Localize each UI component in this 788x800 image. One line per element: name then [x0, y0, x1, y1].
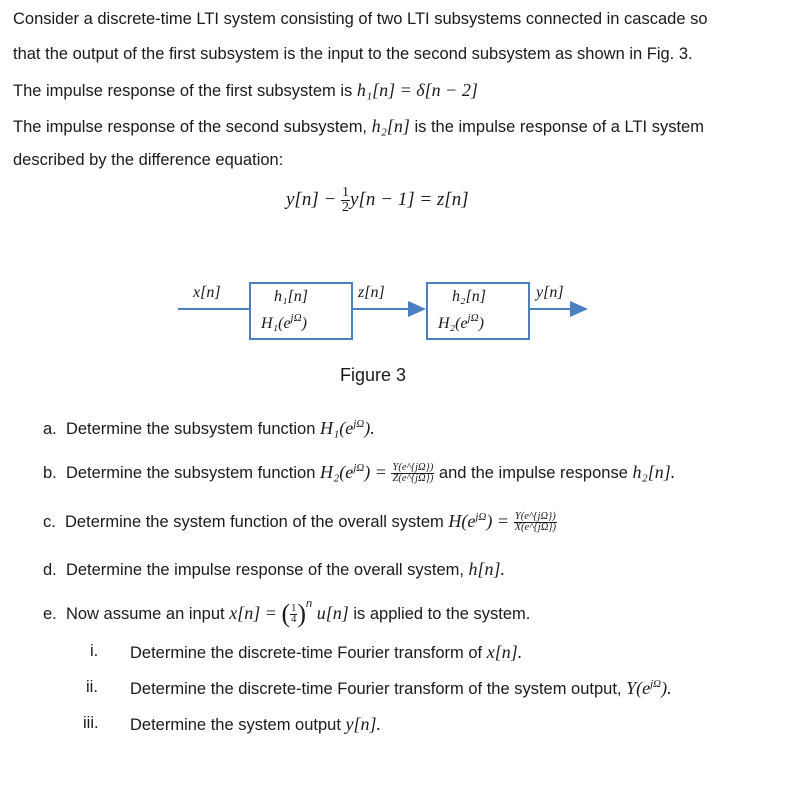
question-a-math-tail: ). [364, 418, 375, 438]
question-d-math: h[n]. [468, 559, 506, 579]
question-e-math: x[n] = [229, 603, 277, 623]
block2-transfer-sup: jΩ [467, 312, 479, 324]
question-d-marker: d. [43, 561, 57, 579]
question-e-ii-marker: ii. [86, 678, 98, 696]
question-e-iii-body [130, 714, 381, 735]
question-c [43, 511, 557, 534]
equation-frac-den: 2 [342, 200, 350, 215]
question-b [43, 462, 675, 485]
intro-line-4-text-b: is the impulse response of a LTI system [409, 118, 704, 136]
question-c-frac-den: X(e^{jΩ}) [514, 522, 556, 534]
question-e-ii-math-base: Y(e [626, 678, 651, 698]
question-e-marker: e. [43, 605, 57, 623]
question-c-marker: c. [43, 513, 56, 531]
question-c-math-eq: ) = [486, 511, 509, 531]
block2-transfer-base: H₂(e [438, 315, 468, 332]
question-c-fraction [514, 512, 557, 534]
intro-line-5: described by the difference equation: [13, 151, 284, 169]
equation-lhs-a: y[n] − [286, 188, 337, 210]
question-e-ii-math [626, 678, 672, 698]
question-b-math-sup: jΩ [353, 462, 365, 474]
question-e-frac-den: 4 [291, 614, 297, 626]
output-label: y[n] [536, 284, 564, 301]
mid-label: z[n] [358, 284, 385, 301]
block1-transfer-base: H₁(e [261, 315, 291, 332]
h1-definition: h₁[n] = δ[n − 2] [356, 80, 478, 100]
intro-line-1: Consider a discrete-time LTI system consisting of two LTI subsystems connected in cascade so [13, 10, 708, 28]
question-e-tail: is applied to the system. [348, 605, 531, 623]
question-c-math-sup: jΩ [475, 511, 487, 523]
question-e-iii [83, 714, 99, 733]
figure-caption: Figure 3 [340, 365, 407, 385]
intro-line-3-text: The impulse response of the first subsystem is [13, 82, 357, 100]
question-e-ii-math-sup: jΩ [650, 678, 662, 690]
question-c-math [448, 511, 509, 531]
question-b-frac-den: Z(e^{jΩ}) [392, 473, 434, 485]
question-e-text: Now assume an input [65, 605, 230, 623]
question-d-text: Determine the impulse response of the overall system, [65, 561, 469, 579]
question-b-tail: and the impulse response [434, 464, 633, 482]
question-b-math-base: H₂(e [319, 462, 354, 482]
question-b-math-eq: ) = [364, 462, 387, 482]
equation-frac-num: 1 [342, 185, 350, 200]
question-e-i [90, 642, 98, 661]
h2-symbol: h₂[n] [371, 116, 410, 136]
question-e-frac-num: 1 [291, 602, 297, 614]
block1-transfer-sup: jΩ [290, 312, 302, 324]
question-b-text: Determine the subsystem function [65, 464, 320, 482]
question-c-math-base: H(e [448, 511, 476, 531]
question-e-iii-marker: iii. [83, 714, 99, 732]
intro-line-4-text-a: The impulse response of the second subsystem, [13, 118, 372, 136]
question-e [43, 598, 530, 629]
question-e-ii-body [130, 678, 672, 699]
question-e-iii-text: Determine the system output [130, 716, 346, 734]
block2-transfer: $H_2(e^{j\Omega})$ [438, 312, 484, 332]
question-e-math2: u[n] [316, 603, 349, 623]
question-e-iii-math: y[n]. [345, 714, 382, 734]
block1-transfer: $H_1(e^{j\Omega})$ [261, 312, 307, 332]
question-c-text: Determine the system function of the overall system [65, 513, 449, 531]
question-b-tail-math: h₂[n]. [632, 462, 676, 482]
question-b-fraction [391, 463, 434, 485]
question-e-i-text: Determine the discrete-time Fourier transform of [130, 644, 487, 662]
block1-impulse: h₁[n] [274, 288, 309, 305]
question-e-ii-text: Determine the discrete-time Fourier transform of the system output, [130, 680, 627, 698]
question-a-math [320, 418, 375, 438]
intro-line-2: that the output of the first subsystem is the input to the second subsystem as shown in Fig. 3. [13, 45, 693, 63]
question-a-text: Determine the subsystem function [65, 420, 320, 438]
question-a-math-sup: jΩ [353, 418, 365, 430]
question-e-ii [86, 678, 98, 697]
question-e-i-body [130, 642, 522, 663]
question-a-math-base: H₁(e [319, 418, 354, 438]
question-e-ii-math-tail: ). [661, 678, 672, 698]
question-d [43, 559, 505, 580]
input-label: x[n] [193, 284, 221, 301]
question-a-marker: a. [43, 420, 57, 438]
question-e-i-math: x[n]. [486, 642, 523, 662]
question-b-frac-num: Y(e^{jΩ}) [392, 461, 434, 473]
question-b-math [320, 462, 387, 482]
question-a [43, 418, 375, 439]
question-e-paren-close: ) [297, 599, 307, 628]
question-c-frac-num: Y(e^{jΩ}) [514, 510, 556, 522]
question-b-marker: b. [43, 464, 57, 482]
question-e-i-marker: i. [90, 642, 99, 660]
block2-impulse: h₂[n] [452, 288, 487, 305]
question-e-exponent: n [306, 598, 313, 610]
question-e-paren-open: ( [281, 599, 291, 628]
equation-lhs-b: y[n − 1] = z[n] [350, 188, 469, 210]
